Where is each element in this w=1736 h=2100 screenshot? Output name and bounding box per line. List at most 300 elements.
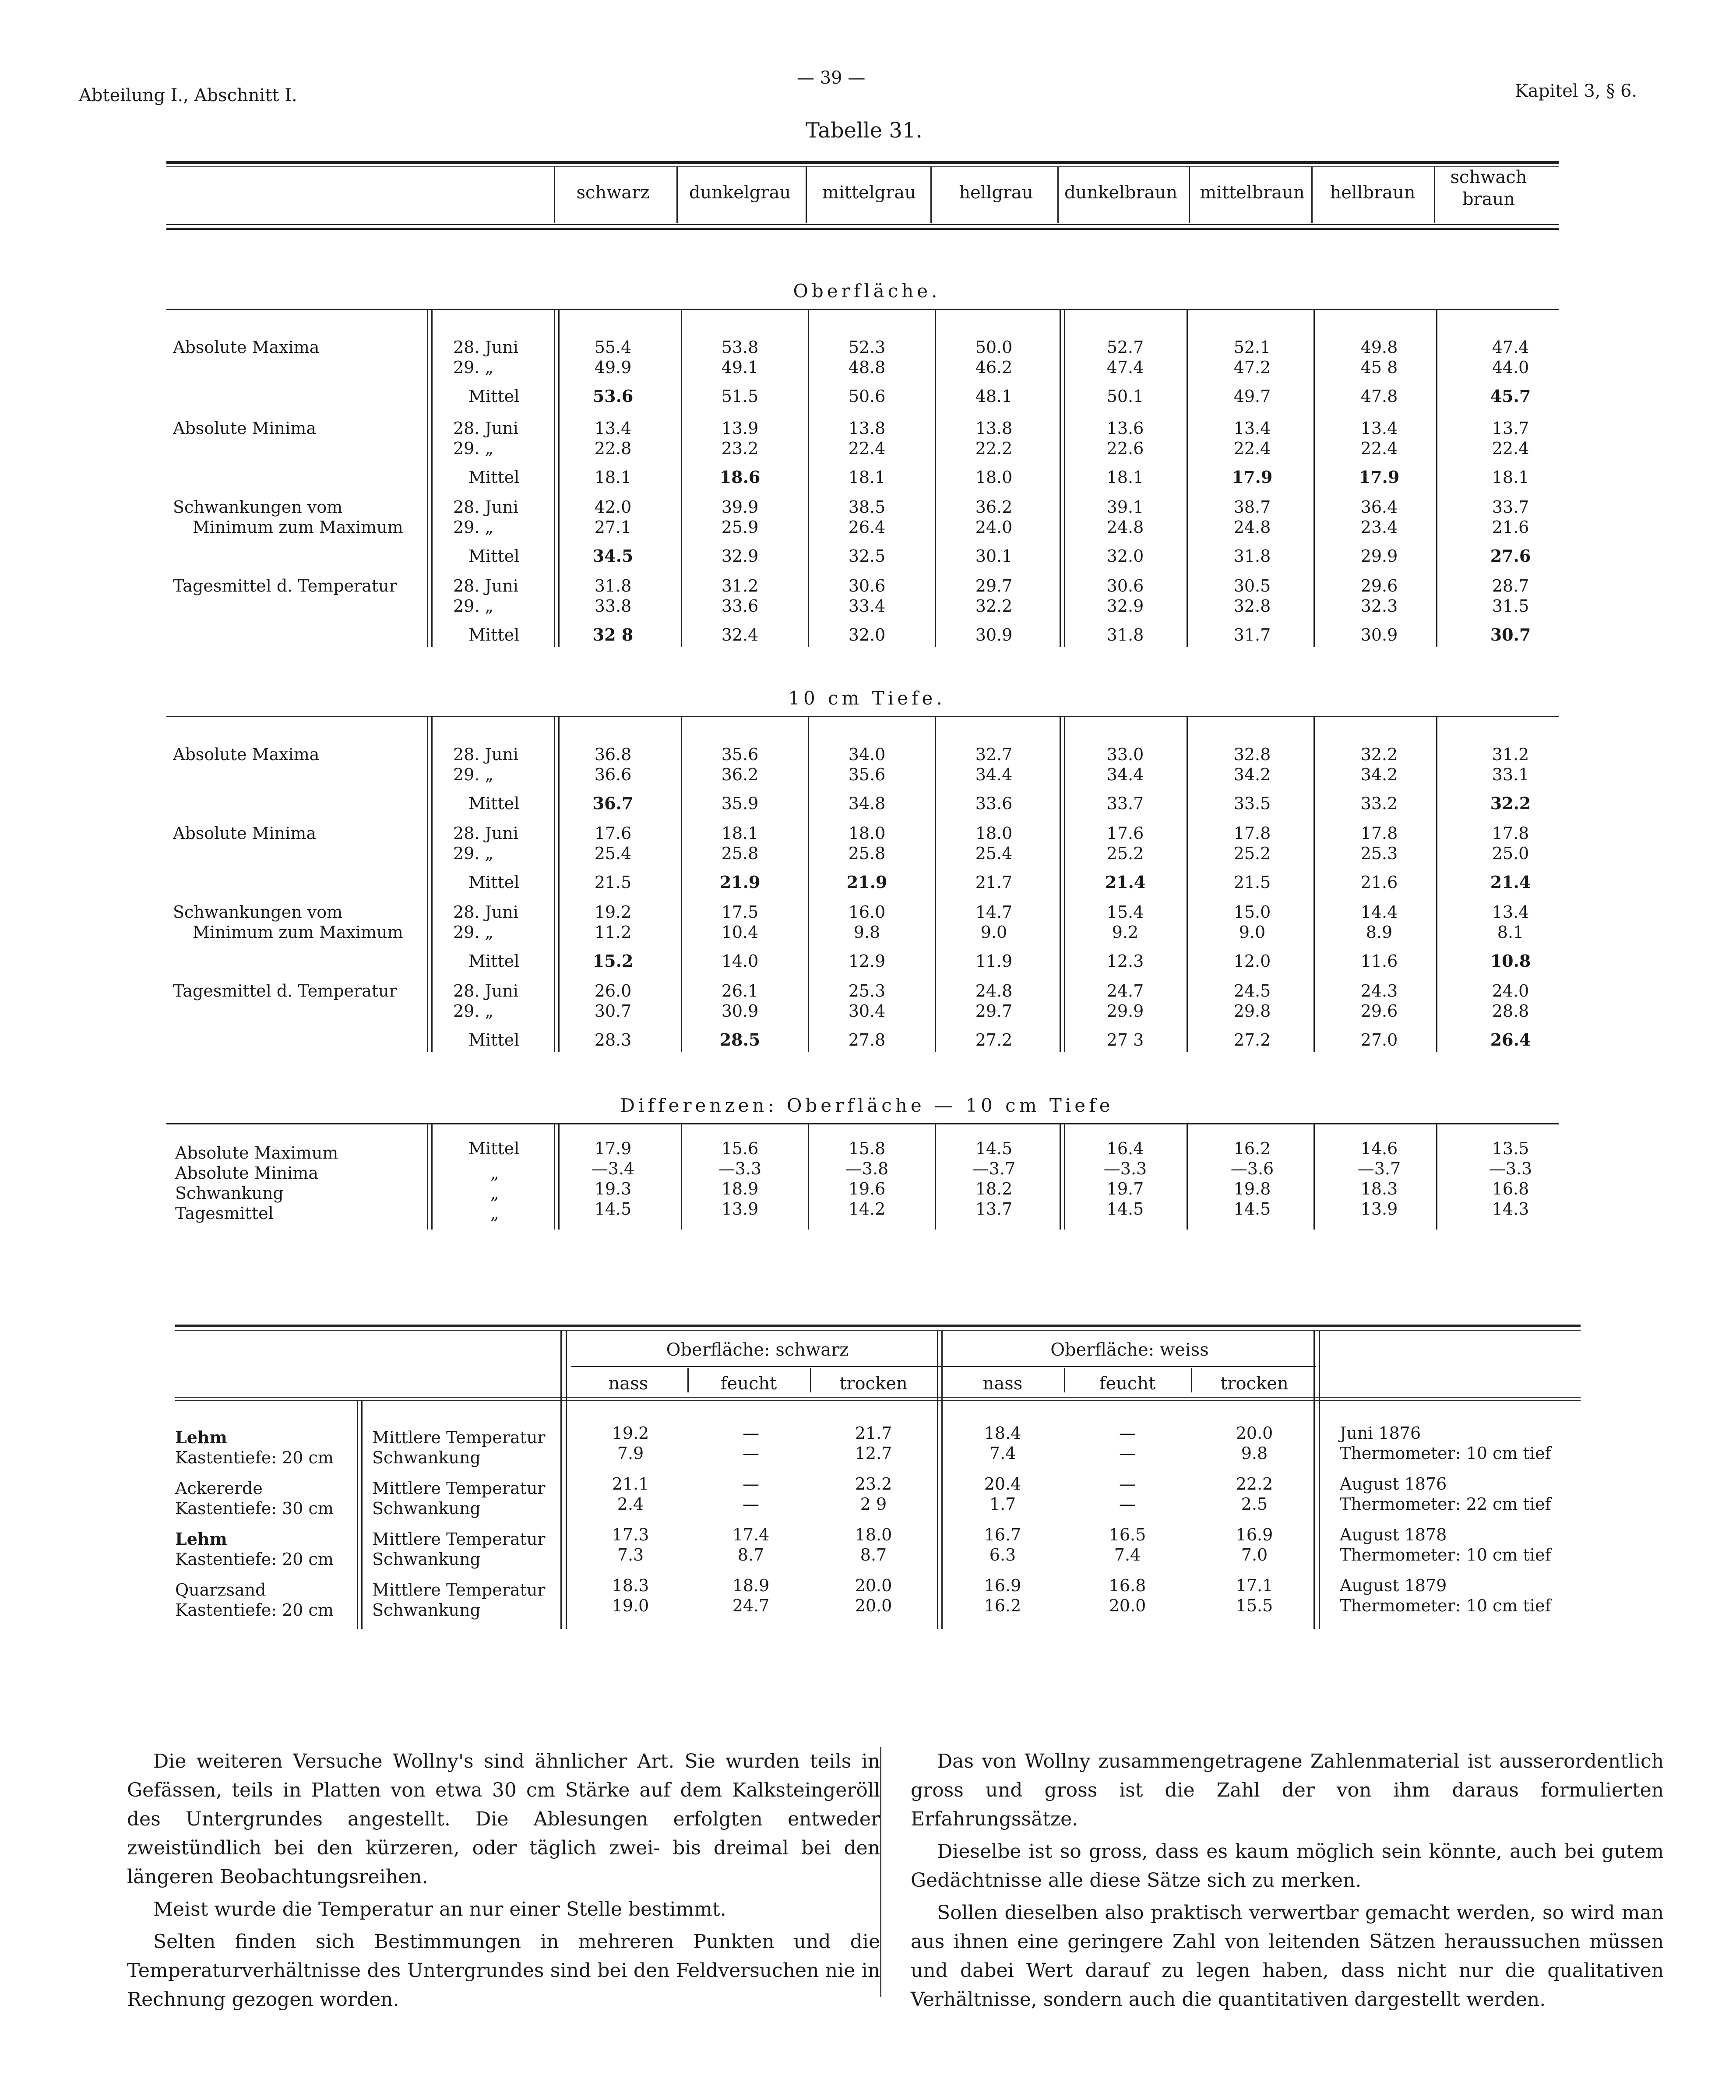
table-cell: 21.1 (612, 1474, 649, 1494)
sub-header: trocken (839, 1374, 908, 1394)
sub-separator (810, 1368, 811, 1392)
column-separator (681, 309, 682, 647)
table-cell: 7.4 (989, 1444, 1016, 1463)
table-cell: —3.4 (591, 1159, 635, 1178)
table-cell: 36.7 (592, 793, 634, 813)
table-cell: 17.1 (1236, 1576, 1273, 1595)
table-cell: 36.2 (975, 497, 1013, 517)
table-cell: 30.7 (594, 1001, 632, 1021)
table-cell: 16.0 (848, 902, 886, 922)
header-separator (1311, 166, 1313, 223)
table-cell: 14.5 (975, 1139, 1013, 1158)
table-cell: 7.4 (1114, 1545, 1141, 1564)
row-date: 29. „ (453, 844, 494, 863)
table-cell: 30.9 (721, 1001, 759, 1021)
section-title: Differenzen: Oberfläche — 10 cm Tiefe (620, 1095, 1114, 1116)
column-header: schwach braun (1450, 167, 1527, 209)
measure-label: Schwankung (372, 1600, 481, 1620)
box-depth: Kastentiefe: 30 cm (175, 1499, 334, 1518)
table-cell: 12.9 (848, 951, 886, 971)
column-separator (1060, 1124, 1061, 1230)
table-cell: — (743, 1423, 759, 1443)
table-cell: 13.6 (1106, 419, 1144, 438)
table-cell: 34.0 (848, 745, 886, 764)
paragraph: Dieselbe ist so gross, dass es kaum möglich sein könnte, auch bei gutem Gedächtnisse alle diese Sätze sich zu merken. (911, 1840, 1664, 1892)
table-cell: 31.8 (1106, 625, 1144, 645)
table-cell: —3.3 (1489, 1159, 1532, 1178)
table-cell: 13.9 (721, 419, 759, 438)
table-cell: 13.4 (1233, 419, 1271, 438)
table-cell: 34.8 (848, 794, 886, 813)
table-cell: 32.3 (1360, 596, 1398, 616)
table-cell: 33.7 (1492, 497, 1529, 517)
table-cell: 19.2 (612, 1423, 649, 1443)
table-cell: 18.1 (721, 824, 759, 843)
sub-separator (687, 1368, 689, 1392)
table-cell: 13.9 (721, 1199, 759, 1219)
row-date: 29. „ (453, 1001, 494, 1021)
table-cell: 23.2 (721, 439, 759, 458)
table-cell: 8.7 (737, 1545, 764, 1564)
series-note: August 1876 (1340, 1474, 1447, 1494)
table-cell: 29.9 (1360, 546, 1398, 566)
table-cell: 30.9 (975, 625, 1013, 645)
table-cell: 27.2 (975, 1030, 1013, 1050)
table-cell: 30.1 (975, 546, 1013, 566)
table-cell: 51.5 (721, 387, 759, 406)
column-header: dunkelbraun (1064, 183, 1177, 203)
column-separator (935, 716, 936, 1052)
column-separator (1187, 716, 1188, 1052)
column-header: hellbraun (1330, 183, 1416, 203)
table-cell: 18.3 (1360, 1179, 1398, 1198)
table-cell: 30.9 (1360, 625, 1398, 645)
rule (166, 161, 1559, 164)
table-cell: 31.7 (1233, 625, 1271, 645)
table-cell: 29.6 (1360, 1001, 1398, 1021)
table-cell: 32.2 (1360, 745, 1398, 764)
table-cell: 29.9 (1106, 1001, 1144, 1021)
table-cell: 22.4 (848, 439, 886, 458)
table-cell: 13.8 (975, 419, 1013, 438)
table-cell: — (1119, 1494, 1136, 1514)
row-date: Mittel (468, 468, 520, 487)
row-date: 29. „ (453, 439, 494, 458)
paragraph: Die weiteren Versuche Wollny's sind ähnlicher Art. Sie wurden teils in Gefässen, teils in Platten von etwa 30 cm Stärke auf dem Kalksteingeröll des Untergrundes angestellt. Die Ablesungen erfolgten entweder zweistündlich bei den kürzeren, oder täglich zwei- bis dreimal bei den längeren Beobachtungsreihen. (127, 1750, 880, 1888)
table-cell: 6.3 (989, 1545, 1016, 1564)
table-cell: 32.2 (1490, 793, 1531, 813)
table-cell: 32.0 (848, 625, 886, 645)
row-date: 29. „ (453, 358, 494, 377)
column-separator (941, 1331, 943, 1629)
table-cell: 15.4 (1106, 902, 1144, 922)
table-cell: 18.6 (719, 467, 761, 487)
table-cell: 19.0 (612, 1596, 649, 1615)
box-depth: Kastentiefe: 20 cm (175, 1448, 334, 1467)
table-cell: 49.9 (594, 358, 632, 377)
table-cell: 27 3 (1106, 1030, 1144, 1050)
column-separator (427, 1124, 428, 1230)
column-separator (935, 309, 936, 647)
rule (175, 1330, 1581, 1331)
column-separator (1064, 309, 1065, 647)
table-cell: 19.8 (1233, 1179, 1271, 1198)
table-cell: 17.8 (1492, 824, 1529, 843)
row-label: Tagesmittel d. Temperatur (173, 981, 397, 1001)
series-note: Juni 1876 (1340, 1423, 1421, 1443)
text-column-left (127, 1747, 880, 2018)
table-cell: 22.2 (975, 439, 1013, 458)
column-separator (935, 1124, 936, 1230)
row-date: „ (490, 1184, 499, 1203)
table-cell: 25.3 (1360, 844, 1398, 863)
table-cell: 17.9 (594, 1139, 632, 1158)
measure-label: Mittlere Temperatur (372, 1580, 546, 1600)
table-cell: 47.4 (1106, 358, 1144, 377)
table-cell: 50.0 (975, 338, 1013, 357)
row-date: 28. Juni (453, 824, 518, 843)
table-cell: 47.2 (1233, 358, 1271, 377)
column-separator (427, 716, 428, 1052)
table-cell: 14.2 (848, 1199, 886, 1219)
table-cell: 21.7 (855, 1423, 892, 1443)
table-cell: 53.6 (592, 386, 634, 406)
table-cell: 42.0 (594, 497, 632, 517)
table-cell: 34.5 (592, 546, 634, 566)
column-separator (431, 1124, 433, 1230)
table-cell: 21.5 (1233, 873, 1271, 892)
table-cell: 17.3 (612, 1525, 649, 1544)
table-cell: 36.8 (594, 745, 632, 764)
column-separator (566, 1331, 567, 1629)
table-cell: 25.8 (721, 844, 759, 863)
table-cell: 27.6 (1490, 546, 1531, 566)
table-cell: 35.6 (848, 765, 886, 784)
table-cell: 24.5 (1233, 981, 1271, 1001)
table-cell: — (743, 1474, 759, 1494)
table-cell: 7.3 (617, 1545, 644, 1564)
header-separator (930, 166, 932, 223)
table-cell: 24.7 (732, 1596, 770, 1615)
header-separator (676, 166, 678, 223)
table-cell: 33.4 (848, 596, 886, 616)
table-cell: 32.4 (721, 625, 759, 645)
table-cell: 14.5 (594, 1199, 632, 1219)
header-separator (554, 166, 555, 223)
table-cell: 16.5 (1109, 1525, 1146, 1544)
table-cell: 7.0 (1241, 1545, 1268, 1564)
rule (175, 1397, 1581, 1398)
table-cell: 24.8 (1233, 518, 1271, 537)
table-cell: 18.0 (855, 1525, 892, 1544)
section-title: Oberfläche. (793, 280, 941, 302)
column-separator (554, 309, 555, 647)
table-cell: 17.9 (1232, 467, 1273, 487)
table-cell: 45.7 (1490, 386, 1531, 406)
table-cell: 32 8 (592, 625, 634, 645)
table-cell: 29.7 (975, 576, 1013, 595)
header-separator (1057, 166, 1059, 223)
column-separator (681, 716, 682, 1052)
column-separator (808, 716, 809, 1052)
table-cell: 1.7 (989, 1494, 1016, 1514)
table-cell: 26.0 (594, 981, 632, 1001)
table-cell: 2.5 (1241, 1494, 1268, 1514)
table-cell: 19.6 (848, 1179, 886, 1198)
header-separator (806, 166, 807, 223)
table-cell: 52.7 (1106, 338, 1144, 357)
row-label: Schwankung (175, 1184, 284, 1203)
table-cell: 29.8 (1233, 1001, 1271, 1021)
table-cell: 15.8 (848, 1139, 886, 1158)
table-cell: 15.5 (1236, 1596, 1273, 1615)
table-cell: 27.0 (1360, 1030, 1398, 1050)
row-date: 28. Juni (453, 902, 518, 922)
table-cell: 30.4 (848, 1001, 886, 1021)
table-cell: 9.8 (853, 923, 880, 942)
table-cell: 14.7 (975, 902, 1013, 922)
table-cell: — (1119, 1423, 1136, 1443)
table-cell: 46.2 (975, 358, 1013, 377)
table-cell: 22.4 (1492, 439, 1529, 458)
table-cell: 9.2 (1112, 923, 1139, 942)
row-label: Absolute Maximum (175, 1143, 338, 1163)
table-cell: 2 9 (860, 1494, 887, 1514)
series-note: Thermometer: 22 cm tief (1340, 1494, 1551, 1514)
soil-name: Ackererde (175, 1479, 263, 1498)
section-title: 10 cm Tiefe. (788, 687, 946, 709)
measure-label: Mittlere Temperatur (372, 1529, 546, 1549)
table-cell: 12.3 (1106, 951, 1144, 971)
table-cell: 22.8 (594, 439, 632, 458)
table-cell: 20.0 (1236, 1423, 1273, 1443)
table-cell: 33.6 (721, 596, 759, 616)
table-cell: 47.4 (1492, 338, 1529, 357)
column-separator (1436, 1124, 1437, 1230)
table-cell: 35.9 (721, 794, 759, 813)
sub-header: nass (608, 1374, 648, 1394)
column-separator (808, 1124, 809, 1230)
column-separator (431, 309, 433, 647)
table-cell: 31.8 (1233, 546, 1271, 566)
column-separator (431, 716, 433, 1052)
table-cell: 32.0 (1106, 546, 1144, 566)
table-cell: 33.6 (975, 794, 1013, 813)
table-cell: 10.8 (1490, 951, 1531, 971)
table-cell: 33.1 (1492, 765, 1529, 784)
column-separator (361, 1401, 363, 1629)
column-separator (427, 309, 428, 647)
table-cell: 16.9 (984, 1576, 1021, 1595)
row-date: 29. „ (453, 765, 494, 784)
column-separator (681, 1124, 682, 1230)
table-cell: 9.0 (1239, 923, 1266, 942)
column-separator (1319, 1331, 1320, 1629)
row-date: 28. Juni (453, 419, 518, 438)
row-label: Absolute Minima (173, 419, 316, 438)
table-cell: 15.6 (721, 1139, 759, 1158)
column-separator (1436, 309, 1437, 647)
table-cell: 32.5 (848, 546, 886, 566)
table-cell: 28.5 (719, 1030, 761, 1050)
table-cell: 18.1 (848, 468, 886, 487)
table-cell: 52.1 (1233, 338, 1271, 357)
row-date: Mittel (468, 951, 520, 971)
table-cell: 17.4 (732, 1525, 770, 1544)
table-cell: — (743, 1444, 759, 1463)
table-cell: 14.5 (1106, 1199, 1144, 1219)
sub-separator (1191, 1368, 1192, 1392)
rule (166, 1123, 1559, 1124)
table-cell: 18.1 (1492, 468, 1529, 487)
table-cell: —3.3 (718, 1159, 762, 1178)
sub-header: feucht (1099, 1374, 1156, 1394)
table-cell: 38.5 (848, 497, 886, 517)
paragraph: Selten finden sich Bestimmungen in mehreren Punkten und die Temperaturverhältnisse des Untergrundes sind bei den Feldversuchen nie in Rechnung gezogen worden. (127, 1931, 880, 2011)
column-separator (554, 1124, 555, 1230)
table-cell: 36.6 (594, 765, 632, 784)
rule (166, 716, 1559, 717)
sub-separator (1064, 1368, 1065, 1392)
table-cell: 19.3 (594, 1179, 632, 1198)
table-cell: 31.8 (594, 576, 632, 595)
table-cell: 11.9 (975, 951, 1013, 971)
table-cell: 33.8 (594, 596, 632, 616)
table-cell: 24.3 (1360, 981, 1398, 1001)
table-cell: 32.9 (721, 546, 759, 566)
column-separator (558, 309, 560, 647)
table-cell: 21.9 (719, 872, 761, 892)
row-date: Mittel (468, 1030, 520, 1050)
row-date: 28. Juni (453, 338, 518, 357)
table-cell: 30.5 (1233, 576, 1271, 595)
table-cell: 39.9 (721, 497, 759, 517)
table-cell: 13.5 (1492, 1139, 1529, 1158)
column-separator (808, 309, 809, 647)
table-cell: 38.7 (1233, 497, 1271, 517)
table-cell: 27.2 (1233, 1030, 1271, 1050)
table-cell: 13.4 (1492, 902, 1529, 922)
table-cell: 24.0 (975, 518, 1013, 537)
table-cell: 30.6 (848, 576, 886, 595)
measure-label: Schwankung (372, 1448, 481, 1467)
table-cell: 14.4 (1360, 902, 1398, 922)
table-cell: 14.6 (1360, 1139, 1398, 1158)
table-cell: 28.3 (594, 1030, 632, 1050)
table-cell: 22.4 (1233, 439, 1271, 458)
table-cell: 53.8 (721, 338, 759, 357)
table-cell: 13.7 (1492, 419, 1529, 438)
table-cell: 29.6 (1360, 576, 1398, 595)
paragraph: Meist wurde die Temperatur an nur einer Stelle bestimmt. (153, 1898, 726, 1920)
table-cell: 18.1 (594, 468, 632, 487)
column-header: mittelgrau (822, 183, 916, 203)
table-cell: 11.2 (594, 923, 632, 942)
table-cell: 9.8 (1241, 1444, 1268, 1463)
row-label: Tagesmittel d. Temperatur (173, 576, 397, 595)
row-date: 28. Juni (453, 576, 518, 595)
table-cell: 36.2 (721, 765, 759, 784)
row-label: Schwankungen vom (173, 902, 343, 922)
table-cell: —3.3 (1103, 1159, 1147, 1178)
table-cell: 8.7 (860, 1545, 887, 1564)
table-cell: 21.7 (975, 873, 1013, 892)
table-cell: —3.7 (1357, 1159, 1401, 1178)
table-cell: 26.4 (1490, 1030, 1531, 1050)
measure-label: Schwankung (372, 1499, 481, 1518)
table-cell: 49.8 (1360, 338, 1398, 357)
table-cell: 8.1 (1497, 923, 1524, 942)
table-cell: 29.7 (975, 1001, 1013, 1021)
table-cell: 27.8 (848, 1030, 886, 1050)
table-title: Tabelle 31. (806, 118, 923, 143)
column-separator (1060, 309, 1061, 647)
table-cell: 30.7 (1490, 625, 1531, 645)
row-label: Absolute Maxima (173, 745, 320, 764)
table-cell: 18.0 (975, 824, 1013, 843)
column-header: hellgrau (959, 183, 1033, 203)
table-cell: —3.8 (845, 1159, 889, 1178)
column-separator (1187, 309, 1188, 647)
table-cell: 17.8 (1360, 824, 1398, 843)
row-date: „ (490, 1204, 499, 1223)
row-label: Tagesmittel (175, 1204, 274, 1223)
row-label: Absolute Minima (175, 1163, 318, 1183)
column-header: schwarz (576, 183, 650, 203)
table-cell: 22.6 (1106, 439, 1144, 458)
table-cell: 15.0 (1233, 902, 1271, 922)
table-cell: 33.5 (1233, 794, 1271, 813)
table-cell: 17.6 (1106, 824, 1144, 843)
table-cell: 34.2 (1233, 765, 1271, 784)
table-cell: —3.7 (972, 1159, 1016, 1178)
rule (175, 1400, 1581, 1401)
row-date: 28. Juni (453, 497, 518, 517)
column-separator (1313, 1124, 1315, 1230)
column-separator (558, 716, 560, 1052)
table-cell: 21.4 (1490, 872, 1531, 892)
row-label: Schwankungen vom (173, 497, 343, 517)
page-number: — 39 — (797, 68, 866, 88)
table-cell: 20.0 (1109, 1596, 1146, 1615)
table-cell: 25.8 (848, 844, 886, 863)
table-cell: 13.4 (594, 419, 632, 438)
row-date: 29. „ (453, 518, 494, 537)
paragraph: Das von Wollny zusammengetragene Zahlenmaterial ist ausserordentlich gross und gross ist die Zahl der von ihm daraus formulierten Erfahrungssätze. (911, 1750, 1664, 1830)
sub-header: trocken (1220, 1374, 1289, 1394)
table-cell: 39.1 (1106, 497, 1144, 517)
table-cell: 28.7 (1492, 576, 1529, 595)
table-cell: 10.4 (721, 923, 759, 942)
rule (166, 224, 1559, 225)
table-cell: 34.4 (975, 765, 1013, 784)
series-note: August 1879 (1340, 1576, 1447, 1595)
table-cell: 21.6 (1360, 873, 1398, 892)
table-cell: 16.7 (984, 1525, 1021, 1544)
measure-label: Mittlere Temperatur (372, 1479, 546, 1498)
table-cell: 34.2 (1360, 765, 1398, 784)
table-cell: 45 8 (1360, 358, 1398, 377)
column-separator (1187, 1124, 1188, 1230)
table-cell: 20.4 (984, 1474, 1021, 1494)
table-cell: 33.7 (1106, 794, 1144, 813)
table-cell: 44.0 (1492, 358, 1529, 377)
table-cell: 49.1 (721, 358, 759, 377)
column-header: dunkelgrau (689, 183, 791, 203)
series-note: Thermometer: 10 cm tief (1340, 1545, 1551, 1564)
table-cell: 23.4 (1360, 518, 1398, 537)
table-cell: 55.4 (594, 338, 632, 357)
